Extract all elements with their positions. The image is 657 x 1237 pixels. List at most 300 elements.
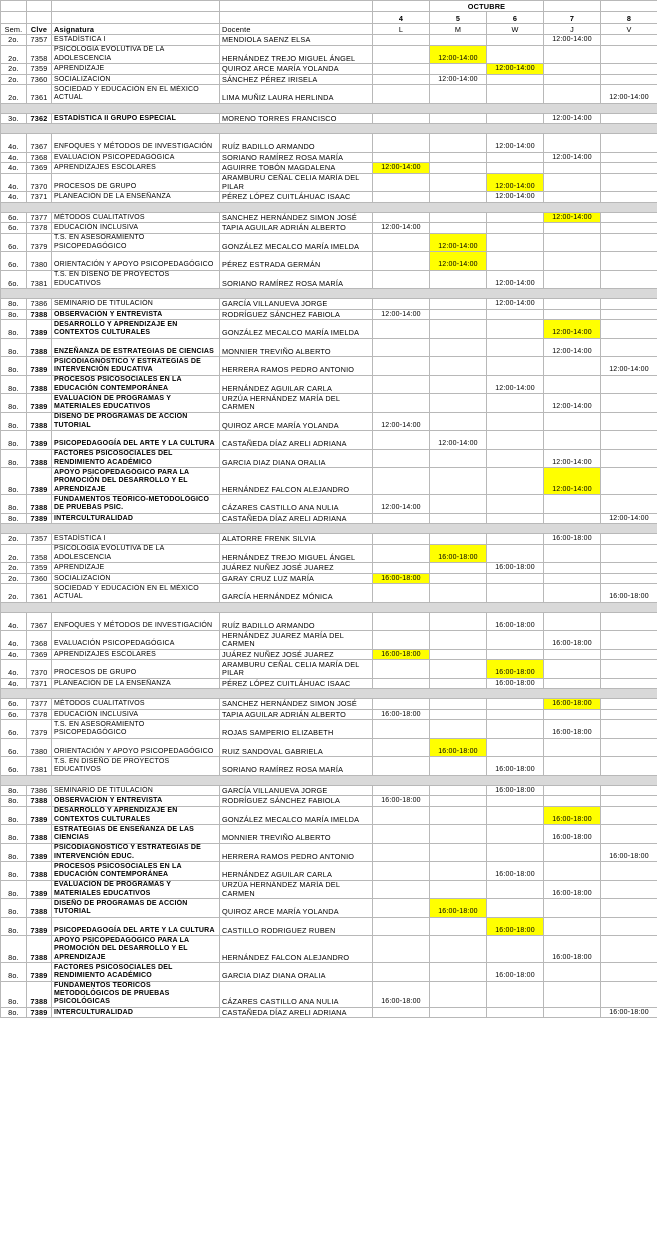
time-slot-cell [487, 163, 544, 174]
teacher-cell: GARCIA DIAZ DIANA ORALIA [220, 449, 373, 468]
teacher-cell: GARCÍA HERNÁNDEZ MÓNICA [220, 584, 373, 603]
teacher-cell: AGUIRRE TOBÓN MAGDALENA [220, 163, 373, 174]
time-slot-cell [430, 338, 487, 357]
semester-cell: 8o. [1, 806, 27, 825]
time-slot-cell: 16:00-18:00 [544, 699, 601, 710]
separator-cell [1, 103, 657, 113]
day-header: W [487, 24, 544, 35]
time-slot-cell [544, 412, 601, 431]
clave-cell: 7379 [27, 720, 52, 739]
semester-cell: 8o. [1, 899, 27, 918]
clave-cell: 7388 [27, 412, 52, 431]
table-row [1, 270, 657, 289]
time-slot-cell [487, 212, 544, 223]
subject-cell: ESTRATEGIAS DE ENSEÑANZA DE LAS CIENCIAS [52, 825, 220, 844]
time-slot-cell [430, 212, 487, 223]
time-slot-cell [601, 862, 657, 881]
clave-cell: 7367 [27, 134, 52, 153]
time-slot-cell [601, 320, 657, 339]
time-slot-cell [430, 64, 487, 75]
section-separator [1, 103, 657, 113]
time-slot-cell [544, 899, 601, 918]
time-slot-cell: 16:00-18:00 [487, 862, 544, 881]
time-slot-cell [373, 534, 430, 545]
teacher-cell: SORIANO RAMÍREZ ROSA MARÍA [220, 757, 373, 776]
table-row [1, 223, 657, 234]
semester-cell: 8o. [1, 431, 27, 450]
time-slot-cell: 12:00-14:00 [544, 320, 601, 339]
time-slot-cell [487, 152, 544, 163]
time-slot-cell [373, 212, 430, 223]
time-slot-cell [601, 74, 657, 85]
teacher-cell: MONNIER TREVIÑO ALBERTO [220, 825, 373, 844]
time-slot-cell [601, 981, 657, 1007]
subject-cell: APRENDIZAJE [52, 64, 220, 75]
time-slot-cell [430, 495, 487, 514]
time-slot-cell [373, 45, 430, 64]
semester-cell: 4o. [1, 163, 27, 174]
time-slot-cell: 12:00-14:00 [373, 309, 430, 320]
time-slot-cell [430, 85, 487, 104]
time-slot-cell [430, 134, 487, 153]
time-slot-cell [487, 936, 544, 963]
day-header: J [544, 24, 601, 35]
time-slot-cell [544, 738, 601, 757]
time-slot-cell [373, 738, 430, 757]
teacher-cell: CASTAÑEDA DÍAZ ARELI ADRIANA [220, 431, 373, 450]
time-slot-cell [601, 678, 657, 689]
subject-cell: EDUCACIÓN INCLUSIVA [52, 223, 220, 234]
time-slot-cell [373, 544, 430, 563]
teacher-cell: TAPIA AGUILAR ADRIÁN ALBERTO [220, 223, 373, 234]
teacher-cell: HERNÁNDEZ AGUILAR CARLA [220, 862, 373, 881]
table-row [1, 212, 657, 223]
time-slot-cell: 12:00-14:00 [544, 212, 601, 223]
time-slot-cell [430, 631, 487, 650]
semester-cell: 8o. [1, 513, 27, 524]
teacher-cell: GONZÁLEZ MECALCO MARÍA IMELDA [220, 320, 373, 339]
time-slot-cell [601, 825, 657, 844]
clave-cell: 7359 [27, 563, 52, 574]
time-slot-cell [544, 134, 601, 153]
semester-cell: 2o. [1, 573, 27, 584]
teacher-cell: GONZÁLEZ MECALCO MARÍA IMELDA [220, 806, 373, 825]
table-row [1, 163, 657, 174]
time-slot-cell [430, 649, 487, 660]
time-slot-cell [601, 45, 657, 64]
time-slot-cell [373, 299, 430, 310]
time-slot-cell: 12:00-14:00 [430, 431, 487, 450]
time-slot-cell: 12:00-14:00 [373, 163, 430, 174]
time-slot-cell: 16:00-18:00 [487, 963, 544, 982]
subject-cell: APOYO PSICOPEDAGÓGICO PARA LA PROMOCIÓN DEL DESARROLLO Y EL APRENDIZAJE [52, 468, 220, 495]
time-slot-cell [601, 299, 657, 310]
section-separator [1, 602, 657, 612]
time-slot-cell [601, 936, 657, 963]
table-row [1, 113, 657, 124]
table-row [1, 412, 657, 431]
teacher-cell: ARAMBURU CEÑAL CELIA MARÍA DEL PILAR [220, 660, 373, 679]
time-slot-cell [373, 134, 430, 153]
time-slot-cell [601, 35, 657, 46]
teacher-cell: TAPIA AGUILAR ADRIÁN ALBERTO [220, 709, 373, 720]
subject-cell: SOCIEDAD Y EDUCACIÓN EN EL MÉXICO ACTUAL [52, 85, 220, 104]
subject-cell: SEMINARIO DE TITULACIÓN [52, 299, 220, 310]
subject-cell: T.S. EN ASESORAMIENTO PSICOPEDAGÓGICO [52, 233, 220, 252]
time-slot-cell [430, 825, 487, 844]
table-row [1, 899, 657, 918]
semester-cell: 6o. [1, 709, 27, 720]
table-row [1, 796, 657, 807]
clave-cell: 7361 [27, 584, 52, 603]
time-slot-cell [601, 163, 657, 174]
table-row [1, 85, 657, 104]
teacher-cell: RODRÍGUEZ SÁNCHEZ FABIOLA [220, 309, 373, 320]
subject-cell: SOCIALIZACIÓN [52, 573, 220, 584]
time-slot-cell [601, 134, 657, 153]
clave-cell: 7388 [27, 825, 52, 844]
subject-cell: DESARROLLO Y APRENDIZAJE EN CONTEXTOS CULTURALES [52, 320, 220, 339]
time-slot-cell [544, 85, 601, 104]
semester-cell: 8o. [1, 394, 27, 413]
time-slot-cell [373, 113, 430, 124]
semester-cell: 8o. [1, 320, 27, 339]
time-slot-cell: 12:00-14:00 [487, 299, 544, 310]
time-slot-cell: 16:00-18:00 [487, 757, 544, 776]
clave-cell: 7389 [27, 394, 52, 413]
table-row [1, 375, 657, 394]
clave-cell: 7377 [27, 699, 52, 710]
separator-cell [1, 602, 657, 612]
time-slot-cell: 12:00-14:00 [544, 35, 601, 46]
clave-cell: 7389 [27, 806, 52, 825]
table-row [1, 468, 657, 495]
table-row [1, 584, 657, 603]
teacher-cell: SORIANO RAMÍREZ ROSA MARÍA [220, 270, 373, 289]
table-row [1, 309, 657, 320]
subject-cell: APRENDIZAJE [52, 563, 220, 574]
subject-cell: MÉTODOS CUALITATIVOS [52, 212, 220, 223]
time-slot-cell: 12:00-14:00 [373, 223, 430, 234]
semester-cell: 8o. [1, 357, 27, 376]
time-slot-cell [601, 544, 657, 563]
semester-cell: 2o. [1, 35, 27, 46]
clave-cell: 7370 [27, 660, 52, 679]
time-slot-cell [373, 936, 430, 963]
semester-cell: 8o. [1, 796, 27, 807]
date-cell: 8 [601, 12, 657, 24]
time-slot-cell: 16:00-18:00 [373, 649, 430, 660]
table-row [1, 495, 657, 514]
table-row [1, 192, 657, 203]
time-slot-cell [544, 796, 601, 807]
time-slot-cell: 12:00-14:00 [430, 45, 487, 64]
clave-cell: 7386 [27, 299, 52, 310]
time-slot-cell: 16:00-18:00 [544, 880, 601, 899]
time-slot-cell [373, 917, 430, 936]
clave-cell: 7388 [27, 449, 52, 468]
clave-cell: 7369 [27, 649, 52, 660]
teacher-cell: SANCHEZ HERNÁNDEZ SIMON JOSÉ [220, 699, 373, 710]
clave-cell: 7357 [27, 534, 52, 545]
clave-cell: 7381 [27, 270, 52, 289]
semester-cell: 6o. [1, 270, 27, 289]
time-slot-cell [601, 612, 657, 631]
time-slot-cell [601, 233, 657, 252]
semester-cell: 8o. [1, 412, 27, 431]
semester-cell: 4o. [1, 649, 27, 660]
time-slot-cell: 16:00-18:00 [487, 612, 544, 631]
time-slot-cell [373, 825, 430, 844]
time-slot-cell [487, 806, 544, 825]
teacher-cell: MENDIOLA SAENZ ELSA [220, 35, 373, 46]
time-slot-cell [544, 709, 601, 720]
semester-cell: 8o. [1, 495, 27, 514]
table-row [1, 513, 657, 524]
time-slot-cell [601, 468, 657, 495]
clave-cell: 7368 [27, 152, 52, 163]
time-slot-cell [487, 320, 544, 339]
table-row [1, 757, 657, 776]
time-slot-cell [544, 64, 601, 75]
semester-cell: 6o. [1, 212, 27, 223]
time-slot-cell [430, 699, 487, 710]
time-slot-cell [430, 678, 487, 689]
clave-cell: 7378 [27, 709, 52, 720]
table-row [1, 173, 657, 192]
table-row [1, 649, 657, 660]
subject-cell: ENFOQUES Y MÉTODOS DE INVESTIGACIÓN [52, 612, 220, 631]
time-slot-cell [430, 299, 487, 310]
time-slot-cell [487, 880, 544, 899]
teacher-cell: CASTAÑEDA DÍAZ ARELI ADRIANA [220, 513, 373, 524]
time-slot-cell [544, 252, 601, 271]
separator-cell [1, 524, 657, 534]
table-row [1, 152, 657, 163]
table-row [1, 612, 657, 631]
teacher-cell: PÉREZ ESTRADA GERMÁN [220, 252, 373, 271]
clave-cell: 7388 [27, 796, 52, 807]
time-slot-cell [544, 74, 601, 85]
time-slot-cell: 12:00-14:00 [430, 252, 487, 271]
clave-cell: 7359 [27, 64, 52, 75]
subject-cell: ORIENTACIÓN Y APOYO PSICOPEDAGÓGICO [52, 252, 220, 271]
teacher-cell: QUIROZ ARCE MARÍA YOLANDA [220, 412, 373, 431]
separator-cell [1, 689, 657, 699]
semester-cell: 8o. [1, 880, 27, 899]
time-slot-cell [430, 936, 487, 963]
semester-cell: 2o. [1, 64, 27, 75]
time-slot-cell [430, 612, 487, 631]
time-slot-cell: 16:00-18:00 [487, 678, 544, 689]
subject-cell: SOCIALIZACIÓN [52, 74, 220, 85]
semester-cell: 6o. [1, 223, 27, 234]
time-slot-cell: 12:00-14:00 [601, 513, 657, 524]
section-separator [1, 289, 657, 299]
subject-cell: EVALUACIÓN DE PROGRAMAS Y MATERIALES EDUCATIVOS [52, 394, 220, 413]
time-slot-cell [601, 449, 657, 468]
time-slot-cell: 16:00-18:00 [373, 709, 430, 720]
time-slot-cell: 12:00-14:00 [430, 233, 487, 252]
time-slot-cell: 12:00-14:00 [544, 394, 601, 413]
time-slot-cell [601, 534, 657, 545]
time-slot-cell [487, 223, 544, 234]
time-slot-cell [373, 375, 430, 394]
semester-cell: 4o. [1, 192, 27, 203]
time-slot-cell [487, 357, 544, 376]
time-slot-cell [430, 192, 487, 203]
time-slot-cell [601, 152, 657, 163]
clave-cell: 7389 [27, 513, 52, 524]
time-slot-cell [544, 917, 601, 936]
subject-cell: EVALUACIÓN PSICOPEDAGÓGICA [52, 152, 220, 163]
time-slot-cell [487, 85, 544, 104]
time-slot-cell [430, 757, 487, 776]
table-row [1, 534, 657, 545]
time-slot-cell [487, 412, 544, 431]
teacher-cell: CÁZARES CASTILLO ANA NULIA [220, 981, 373, 1007]
time-slot-cell [601, 806, 657, 825]
clave-cell: 7368 [27, 631, 52, 650]
subject-cell: FUNDAMENTOS TEÓRICO-METODOLÓGICO DE PRUEBAS PSIC. [52, 495, 220, 514]
time-slot-cell: 12:00-14:00 [544, 113, 601, 124]
teacher-cell: ROJAS SAMPERIO ELIZABETH [220, 720, 373, 739]
subject-cell: PROCESOS DE GRUPO [52, 173, 220, 192]
time-slot-cell [544, 375, 601, 394]
time-slot-cell [487, 796, 544, 807]
time-slot-cell [430, 709, 487, 720]
semester-cell: 2o. [1, 563, 27, 574]
teacher-cell: RUÍZ BADILLO ARMANDO [220, 134, 373, 153]
semester-cell: 4o. [1, 678, 27, 689]
separator-cell [1, 775, 657, 785]
time-slot-cell [430, 862, 487, 881]
time-slot-cell [373, 699, 430, 710]
time-slot-cell [487, 584, 544, 603]
time-slot-cell: 16:00-18:00 [430, 738, 487, 757]
time-slot-cell [601, 563, 657, 574]
semester-cell: 2o. [1, 45, 27, 64]
time-slot-cell: 16:00-18:00 [373, 981, 430, 1007]
teacher-cell: HERRERA RAMOS PEDRO ANTONIO [220, 357, 373, 376]
subject-cell: INTERCULTURALIDAD [52, 1007, 220, 1018]
time-slot-cell: 16:00-18:00 [601, 584, 657, 603]
time-slot-cell [373, 513, 430, 524]
time-slot-cell [373, 252, 430, 271]
clave-cell: 7379 [27, 233, 52, 252]
time-slot-cell [487, 113, 544, 124]
semester-cell: 4o. [1, 660, 27, 679]
time-slot-cell [373, 338, 430, 357]
semester-cell: 8o. [1, 936, 27, 963]
time-slot-cell [373, 431, 430, 450]
section-separator [1, 124, 657, 134]
time-slot-cell: 16:00-18:00 [544, 825, 601, 844]
time-slot-cell [544, 309, 601, 320]
clave-cell: 7380 [27, 252, 52, 271]
semester-cell: 8o. [1, 375, 27, 394]
clave-cell: 7389 [27, 917, 52, 936]
time-slot-cell [373, 64, 430, 75]
time-slot-cell [601, 64, 657, 75]
clave-cell: 7378 [27, 223, 52, 234]
time-slot-cell [430, 981, 487, 1007]
semester-cell: 8o. [1, 843, 27, 862]
clave-cell: 7369 [27, 163, 52, 174]
time-slot-cell [373, 449, 430, 468]
time-slot-cell [373, 785, 430, 796]
time-slot-cell [487, 233, 544, 252]
day-header: L [373, 24, 430, 35]
clave-cell: 7370 [27, 173, 52, 192]
table-row [1, 738, 657, 757]
clave-cell: 7388 [27, 338, 52, 357]
time-slot-cell [487, 252, 544, 271]
time-slot-cell [373, 631, 430, 650]
time-slot-cell [430, 270, 487, 289]
time-slot-cell [544, 544, 601, 563]
time-slot-cell [601, 880, 657, 899]
section-separator [1, 202, 657, 212]
time-slot-cell [373, 678, 430, 689]
table-row [1, 431, 657, 450]
clave-cell: 7380 [27, 738, 52, 757]
time-slot-cell [487, 544, 544, 563]
time-slot-cell [487, 309, 544, 320]
time-slot-cell [544, 649, 601, 660]
time-slot-cell: 16:00-18:00 [487, 917, 544, 936]
time-slot-cell [373, 394, 430, 413]
time-slot-cell [373, 899, 430, 918]
time-slot-cell [373, 192, 430, 203]
table-row [1, 74, 657, 85]
semester-cell: 8o. [1, 299, 27, 310]
teacher-cell: HERNÁNDEZ TREJO MIGUEL ÁNGEL [220, 544, 373, 563]
time-slot-cell [430, 843, 487, 862]
time-slot-cell [430, 357, 487, 376]
time-slot-cell [373, 85, 430, 104]
separator-cell [1, 124, 657, 134]
clave-cell: 7389 [27, 963, 52, 982]
table-row [1, 573, 657, 584]
teacher-cell: GARCÍA VILLANUEVA JORGE [220, 299, 373, 310]
clave-cell: 7388 [27, 981, 52, 1007]
table-row [1, 233, 657, 252]
time-slot-cell [430, 513, 487, 524]
time-slot-cell [601, 699, 657, 710]
teacher-cell: URZÚA HERNÁNDEZ MARÍA DEL CARMEN [220, 880, 373, 899]
day-header: M [430, 24, 487, 35]
semester-cell: 6o. [1, 699, 27, 710]
time-slot-cell [544, 981, 601, 1007]
date-cell: 4 [373, 12, 430, 24]
semester-cell: 4o. [1, 612, 27, 631]
table-row [1, 35, 657, 46]
table-row [1, 660, 657, 679]
time-slot-cell: 16:00-18:00 [544, 534, 601, 545]
teacher-cell: HERNÁNDEZ AGUILAR CARLA [220, 375, 373, 394]
time-slot-cell [544, 513, 601, 524]
semester-cell: 3o. [1, 113, 27, 124]
time-slot-cell [487, 449, 544, 468]
day-header: V [601, 24, 657, 35]
time-slot-cell [601, 963, 657, 982]
table-row [1, 963, 657, 982]
time-slot-cell [430, 660, 487, 679]
subject-cell: PSICOPEDAGOGÍA DEL ARTE Y LA CULTURA [52, 431, 220, 450]
clave-cell: 7371 [27, 678, 52, 689]
time-slot-cell [601, 375, 657, 394]
